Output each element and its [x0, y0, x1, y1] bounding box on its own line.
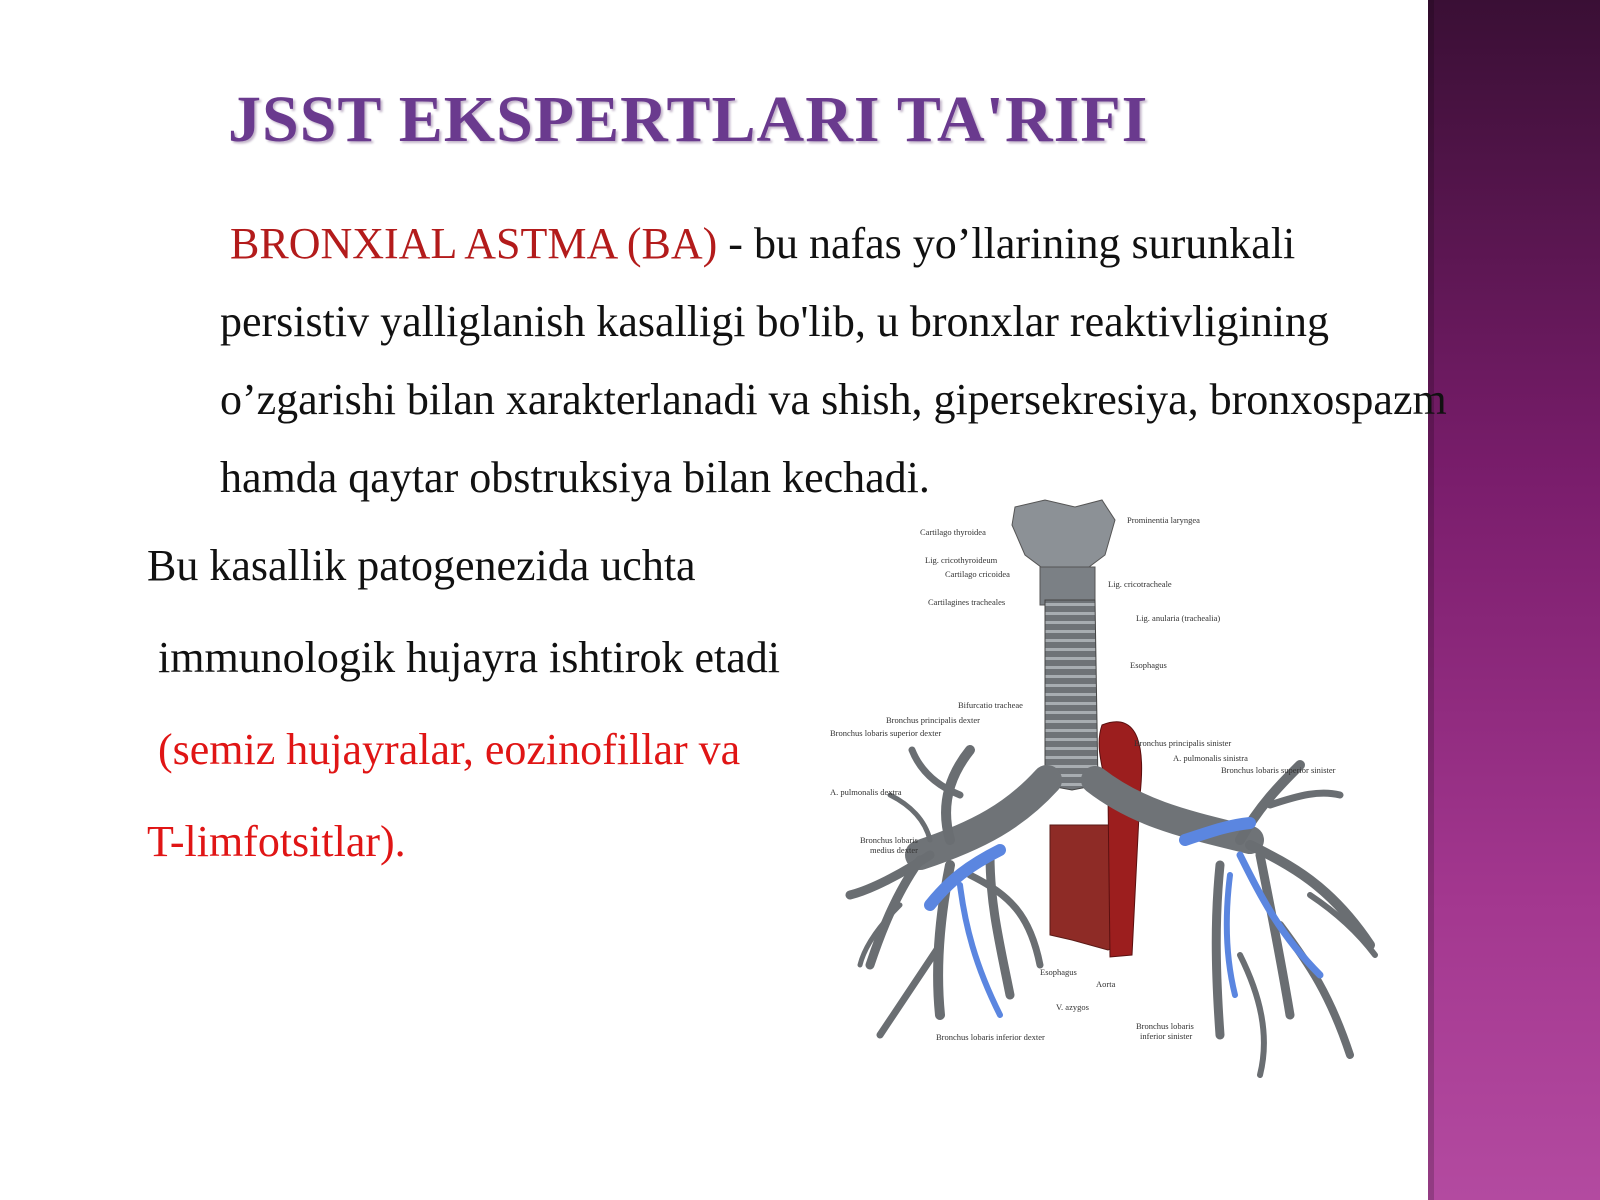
label-bronchus-lobaris-inferior-dexter: Bronchus lobaris inferior dexter [936, 1032, 1045, 1042]
label-a-pulmonalis-sinistra: A. pulmonalis sinistra [1173, 753, 1248, 763]
right-main-bronchus [920, 780, 1047, 855]
label-lig-cricotracheale: Lig. cricotracheale [1108, 579, 1172, 589]
label-bronchus-principalis-sinister: Bronchus principalis sinister [1134, 738, 1232, 748]
label-cartilagines-tracheales: Cartilagines tracheales [928, 597, 1006, 607]
pathogenesis-line-1: Bu kasallik patogenezida uchta [147, 541, 696, 590]
side-band-shadow [1428, 0, 1434, 1200]
left-bronchial-branches [1216, 765, 1375, 1075]
label-bronchus-lobaris-superior-sinister: Bronchus lobaris superior sinister [1221, 765, 1336, 775]
label-esophagus-top: Esophagus [1130, 660, 1167, 670]
pathogenesis-line-4: T-limfotsitlar). [147, 817, 406, 866]
decorative-side-band [1428, 0, 1600, 1200]
label-bronchus-lobaris-medius-1: Bronchus lobaris [860, 835, 918, 845]
label-bronchus-principalis-dexter: Bronchus principalis dexter [886, 715, 980, 725]
definition-line-1-text: - bu nafas yo’llarining surunkali [717, 219, 1296, 268]
pathogenesis-paragraph [147, 520, 867, 888]
cricoid-cartilage [1040, 567, 1095, 605]
label-bronchus-lobaris-medius-2: medius dexter [870, 845, 918, 855]
definition-line-1 [220, 205, 1520, 283]
definition-line-4: hamda qaytar obstruksiya bilan kechadi. [220, 453, 930, 502]
slide-title: JSST EKSPERTLARI TA'RIFI [228, 83, 1149, 156]
label-cartilago-thyroidea: Cartilago thyroidea [920, 527, 986, 537]
definition-line-2: persistiv yalliglanish kasalligi bo'lib, u bronxlar reaktivligining [220, 297, 1329, 346]
label-lig-anularia: Lig. anularia (trachealia) [1136, 613, 1221, 623]
label-v-azygos: V. azygos [1056, 1002, 1089, 1012]
pathogenesis-line-3: (semiz hujayralar, eozinofillar va [147, 725, 741, 774]
definition-line-3: o’zgarishi bilan xarakterlanadi va shish, gipersekresiya, bronxospazm [220, 375, 1447, 424]
pathogenesis-line-2: immunologik hujayra ishtirok etadi [147, 633, 781, 682]
label-bronchus-lobaris-inferior-sinister-1: Bronchus lobaris [1136, 1021, 1194, 1031]
label-esophagus-bottom: Esophagus [1040, 967, 1077, 977]
label-aorta: Aorta [1096, 979, 1116, 989]
label-a-pulmonalis-dextra: A. pulmonalis dextra [830, 787, 902, 797]
label-bifurcatio: Bifurcatio tracheae [958, 700, 1023, 710]
larynx-shape [1012, 500, 1115, 570]
label-bronchus-lobaris-inferior-sinister-2: inferior sinister [1140, 1031, 1193, 1041]
definition-paragraph [220, 205, 1520, 517]
trachea-shape [1045, 600, 1098, 790]
label-cartilago-cricoidea: Cartilago cricoidea [945, 569, 1010, 579]
label-lig-cricothyroideum: Lig. cricothyroideum [925, 555, 998, 565]
bronchial-tree-diagram [830, 495, 1410, 1110]
label-bronchus-lobaris-superior-dexter: Bronchus lobaris superior dexter [830, 728, 942, 738]
definition-term: BRONXIAL ASTMA (BA) [230, 219, 718, 268]
label-prominentia: Prominentia laryngea [1127, 515, 1200, 525]
